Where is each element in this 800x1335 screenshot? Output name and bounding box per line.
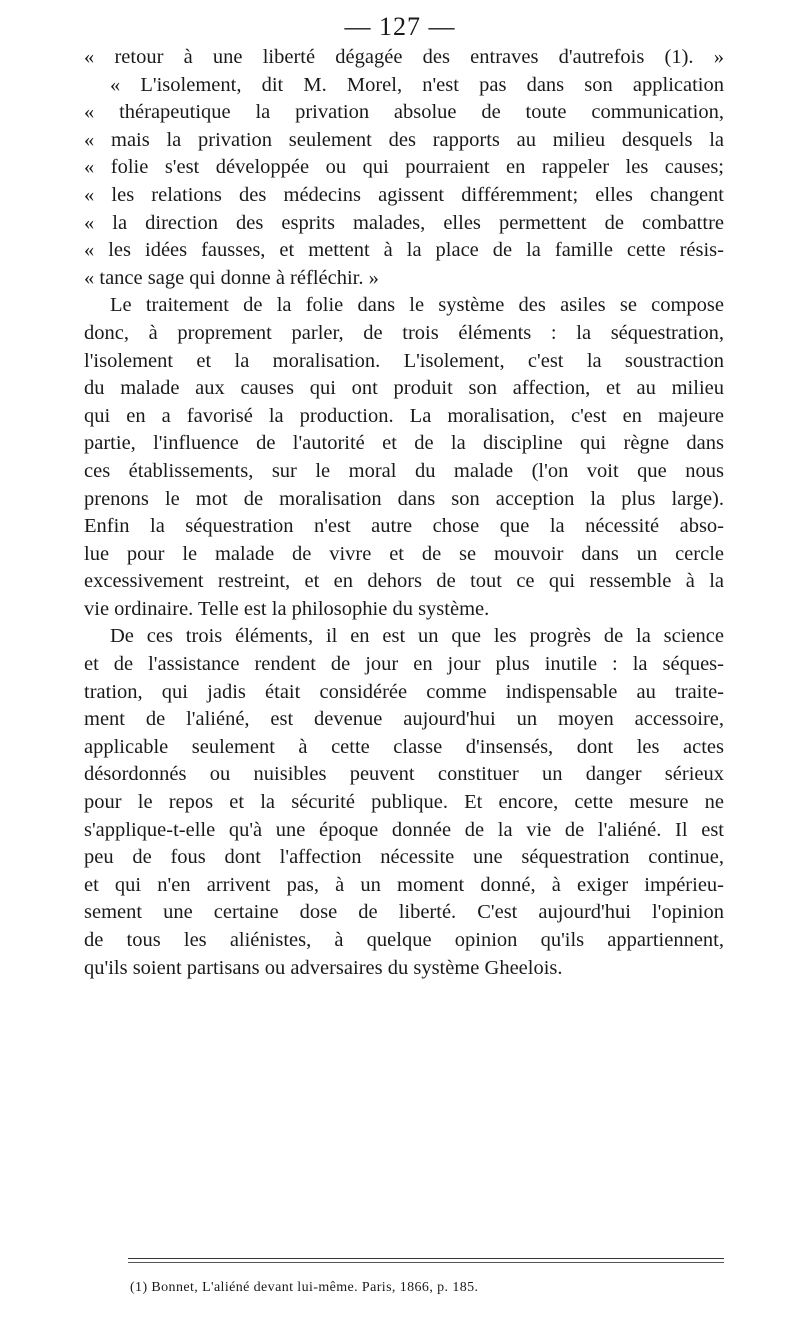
text-line: l'isolement et la moralisation. L'isolement, c'est la soustraction — [84, 349, 724, 372]
text-line: de tous les aliénistes, à quelque opinion qu'ils appartiennent, — [84, 929, 724, 951]
text-line: « les relations des médecins agissent différemment; elles changent — [84, 183, 724, 206]
text-line: du malade aux causes qui ont produit son affection, et au milieu — [84, 377, 724, 400]
text-line: « thérapeutique la privation absolue de toute communication, — [84, 101, 724, 124]
text-line: s'applique-t-elle qu'à une époque donnée de la vie de l'aliéné. Il est — [84, 818, 724, 841]
text-line: donc, à proprement parler, de trois éléments : la séquestration, — [84, 321, 724, 344]
text-line: et qui n'en arrivent pas, à un moment donné, à exiger impérieu- — [84, 873, 724, 896]
text-line: Enfin la séquestration n'est autre chose que la nécessité abso- — [84, 515, 724, 538]
text-line: sement une certaine dose de liberté. C'est aujourd'hui l'opinion — [84, 901, 724, 924]
text-line: qu'ils soient partisans ou adversaires du système Gheelois. — [84, 956, 563, 979]
text-line: De ces trois éléments, il en est un que les progrès de la science — [110, 625, 724, 648]
text-line: excessivement restreint, et en dehors de tout ce qui ressemble à la — [84, 570, 724, 593]
text-line: tration, qui jadis était considérée comme indispensable au traite- — [84, 680, 724, 703]
body-text — [84, 44, 724, 982]
text-line: ment de l'aliéné, est devenue aujourd'hui un moyen accessoire, — [84, 708, 724, 731]
page-number: — 127 — — [344, 12, 456, 41]
text-line: partie, l'influence de l'autorité et de la discipline qui règne dans — [84, 432, 724, 455]
text-line: « la direction des esprits malades, elles permettent de combattre — [84, 211, 724, 234]
text-line: vie ordinaire. Telle est la philosophie du système. — [84, 597, 490, 620]
text-line: « mais la privation seulement des rapports au milieu desquels la — [84, 128, 724, 151]
text-line: « tance sage qui donne à réfléchir. » — [84, 266, 379, 289]
text-line: « retour à une liberté dégagée des entraves d'autrefois (1). » — [84, 46, 724, 68]
footnote-divider-thin — [128, 1262, 724, 1263]
footnote: (1) Bonnet, L'aliéné devant lui-même. Paris, 1866, p. 185. — [130, 1280, 479, 1295]
footnote-divider — [128, 1258, 724, 1259]
text-line: « les idées fausses, et mettent à la place de la famille cette résis- — [84, 239, 724, 262]
text-line: peu de fous dont l'affection nécessite une séquestration continue, — [84, 846, 724, 869]
text-line: qui en a favorisé la production. La moralisation, c'est en majeure — [84, 404, 724, 427]
text-line: et de l'assistance rendent de jour en jour plus inutile : la séques- — [84, 653, 724, 676]
text-line: applicable seulement à cette classe d'insensés, dont les actes — [84, 735, 724, 758]
text-line: désordonnés ou nuisibles peuvent constituer un danger sérieux — [84, 763, 724, 786]
text-line: lue pour le malade de vivre et de se mouvoir dans un cercle — [84, 542, 724, 565]
text-line: « folie s'est développée ou qui pourraient en rappeler les causes; — [84, 156, 724, 179]
text-line: prenons le mot de moralisation dans son acception la plus large). — [84, 487, 724, 510]
text-line: pour le repos et la sécurité publique. Et encore, cette mesure ne — [84, 791, 724, 814]
text-line: Le traitement de la folie dans le système des asiles se compose — [110, 294, 724, 317]
text-line: ces établissements, sur le moral du malade (l'on voit que nous — [84, 459, 724, 482]
text-line: « L'isolement, dit M. Morel, n'est pas dans son application — [110, 73, 724, 96]
